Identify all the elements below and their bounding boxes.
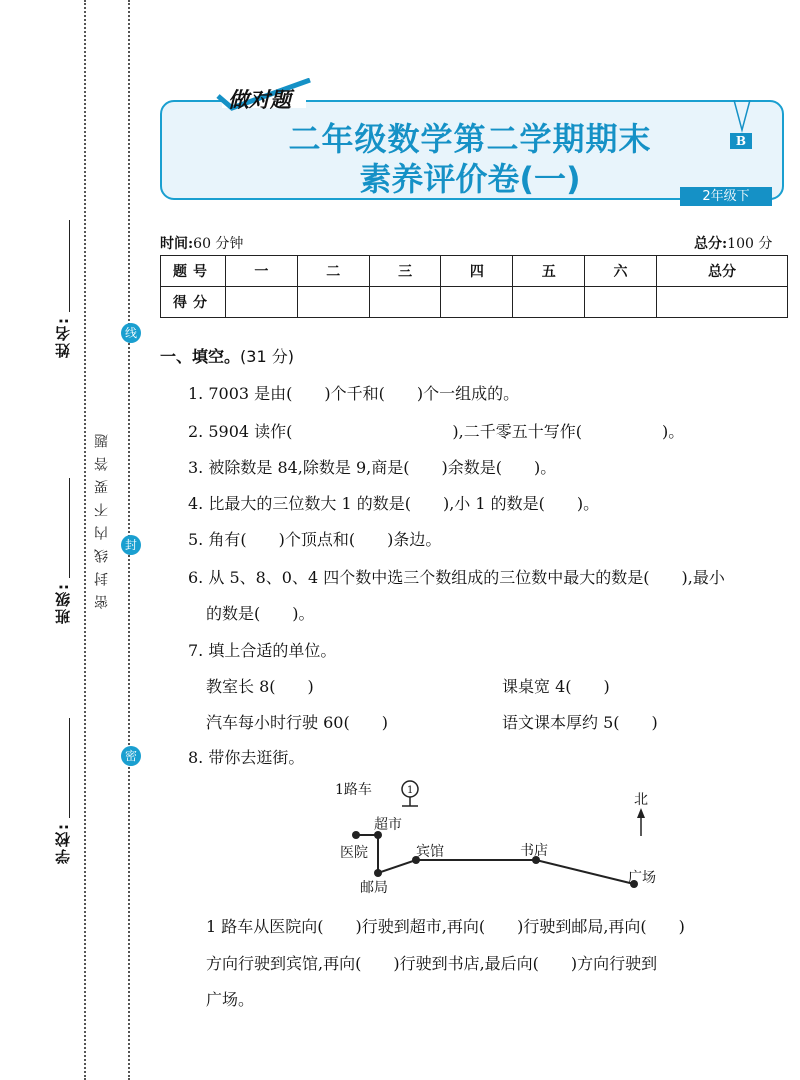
seal-secret-char: 密 [121,746,141,766]
hotel-label: 宾馆 [416,844,444,860]
score-cell[interactable] [585,287,657,318]
score-cell[interactable] [656,287,787,318]
stop-sign-label: 1 [407,785,414,796]
score-cell[interactable] [513,287,585,318]
school-label: 学校: [54,822,72,864]
route-road [356,835,634,884]
score-cell[interactable] [297,287,369,318]
question-2: 2. 5904 读作( ),二千零五十写作( )。 [188,422,685,441]
time-info: 时间:60 分钟 [160,236,244,252]
grade-tag: 2年级下 [680,187,772,206]
score-table [160,255,788,318]
table-cell: 六 [585,256,657,287]
hanger-icon [728,100,756,136]
north-label: 北 [634,792,648,808]
page-subtitle: 素养评价卷(一) [359,160,581,198]
question-8-line1: 1 路车从医院向( )行驶到超市,再向( )行驶到邮局,再向( ) [206,917,685,936]
table-cell: 三 [369,256,441,287]
page-title: 二年级数学第二学期期末 [288,120,652,158]
seal-notice: 密封线内不要答题 [94,425,110,609]
total-info: 总分:100 分 [694,236,773,252]
question-3: 3. 被除数是 84,除数是 9,商是( )余数是( )。 [188,458,557,477]
question-4: 4. 比最大的三位数大 1 的数是( ),小 1 的数是( )。 [188,494,600,513]
unit-item: 汽车每小时行驶 60( ) [206,713,388,732]
question-1: 1. 7003 是由( )个千和( )个一组成的。 [188,384,520,403]
cut-line-outer [84,0,86,1080]
question-8: 8. 带你去逛街。 [188,748,305,767]
supermarket-label: 超市 [374,817,402,833]
table-cell: 一 [226,256,298,287]
school-field[interactable] [69,718,70,818]
table-cell: 总分 [656,256,787,287]
section-heading: 一、填空。(31 分) [160,347,294,366]
post-office-label: 邮局 [360,880,388,896]
question-6: 6. 从 5、8、0、4 四个数中选三个数组成的三位数中最大的数是( ),最小 [188,568,725,587]
version-badge: B [730,133,752,149]
question-8-line3: 广场。 [206,990,255,1009]
question-7: 7. 填上合适的单位。 [188,641,337,660]
question-8-line2: 方向行驶到宾馆,再向( )行驶到书店,最后向( )方向行驶到 [206,954,658,973]
bus-label: 1路车 [335,782,372,798]
class-label: 班级: [54,582,72,624]
seal-line-char: 线 [121,323,141,343]
class-field[interactable] [69,478,70,578]
square-label: 广场 [628,870,656,886]
hospital-node [352,831,360,839]
bookstore-label: 书店 [520,843,548,859]
name-field[interactable] [69,220,70,312]
table-cell: 四 [441,256,513,287]
question-6-cont: 的数是( )。 [206,604,315,623]
table-cell: 五 [513,256,585,287]
table-cell: 题号 [161,256,226,287]
name-label: 姓名: [54,316,72,358]
score-cell[interactable] [226,287,298,318]
hospital-label: 医院 [340,845,368,861]
brand-logo: 做对题 [228,88,291,112]
unit-item: 教室长 8( ) [206,677,314,696]
question-5: 5. 角有( )个顶点和( )条边。 [188,530,442,549]
route-map [330,778,670,902]
unit-item: 语文课本厚约 5( ) [502,713,658,732]
table-row [161,287,788,318]
north-arrow-icon [637,808,645,818]
seal-seal-char: 封 [121,535,141,555]
table-cell: 得分 [161,287,226,318]
score-cell[interactable] [369,287,441,318]
table-row [161,256,788,287]
post-office-node [374,869,382,877]
score-cell[interactable] [441,287,513,318]
table-cell: 二 [297,256,369,287]
unit-item: 课桌宽 4( ) [502,677,610,696]
